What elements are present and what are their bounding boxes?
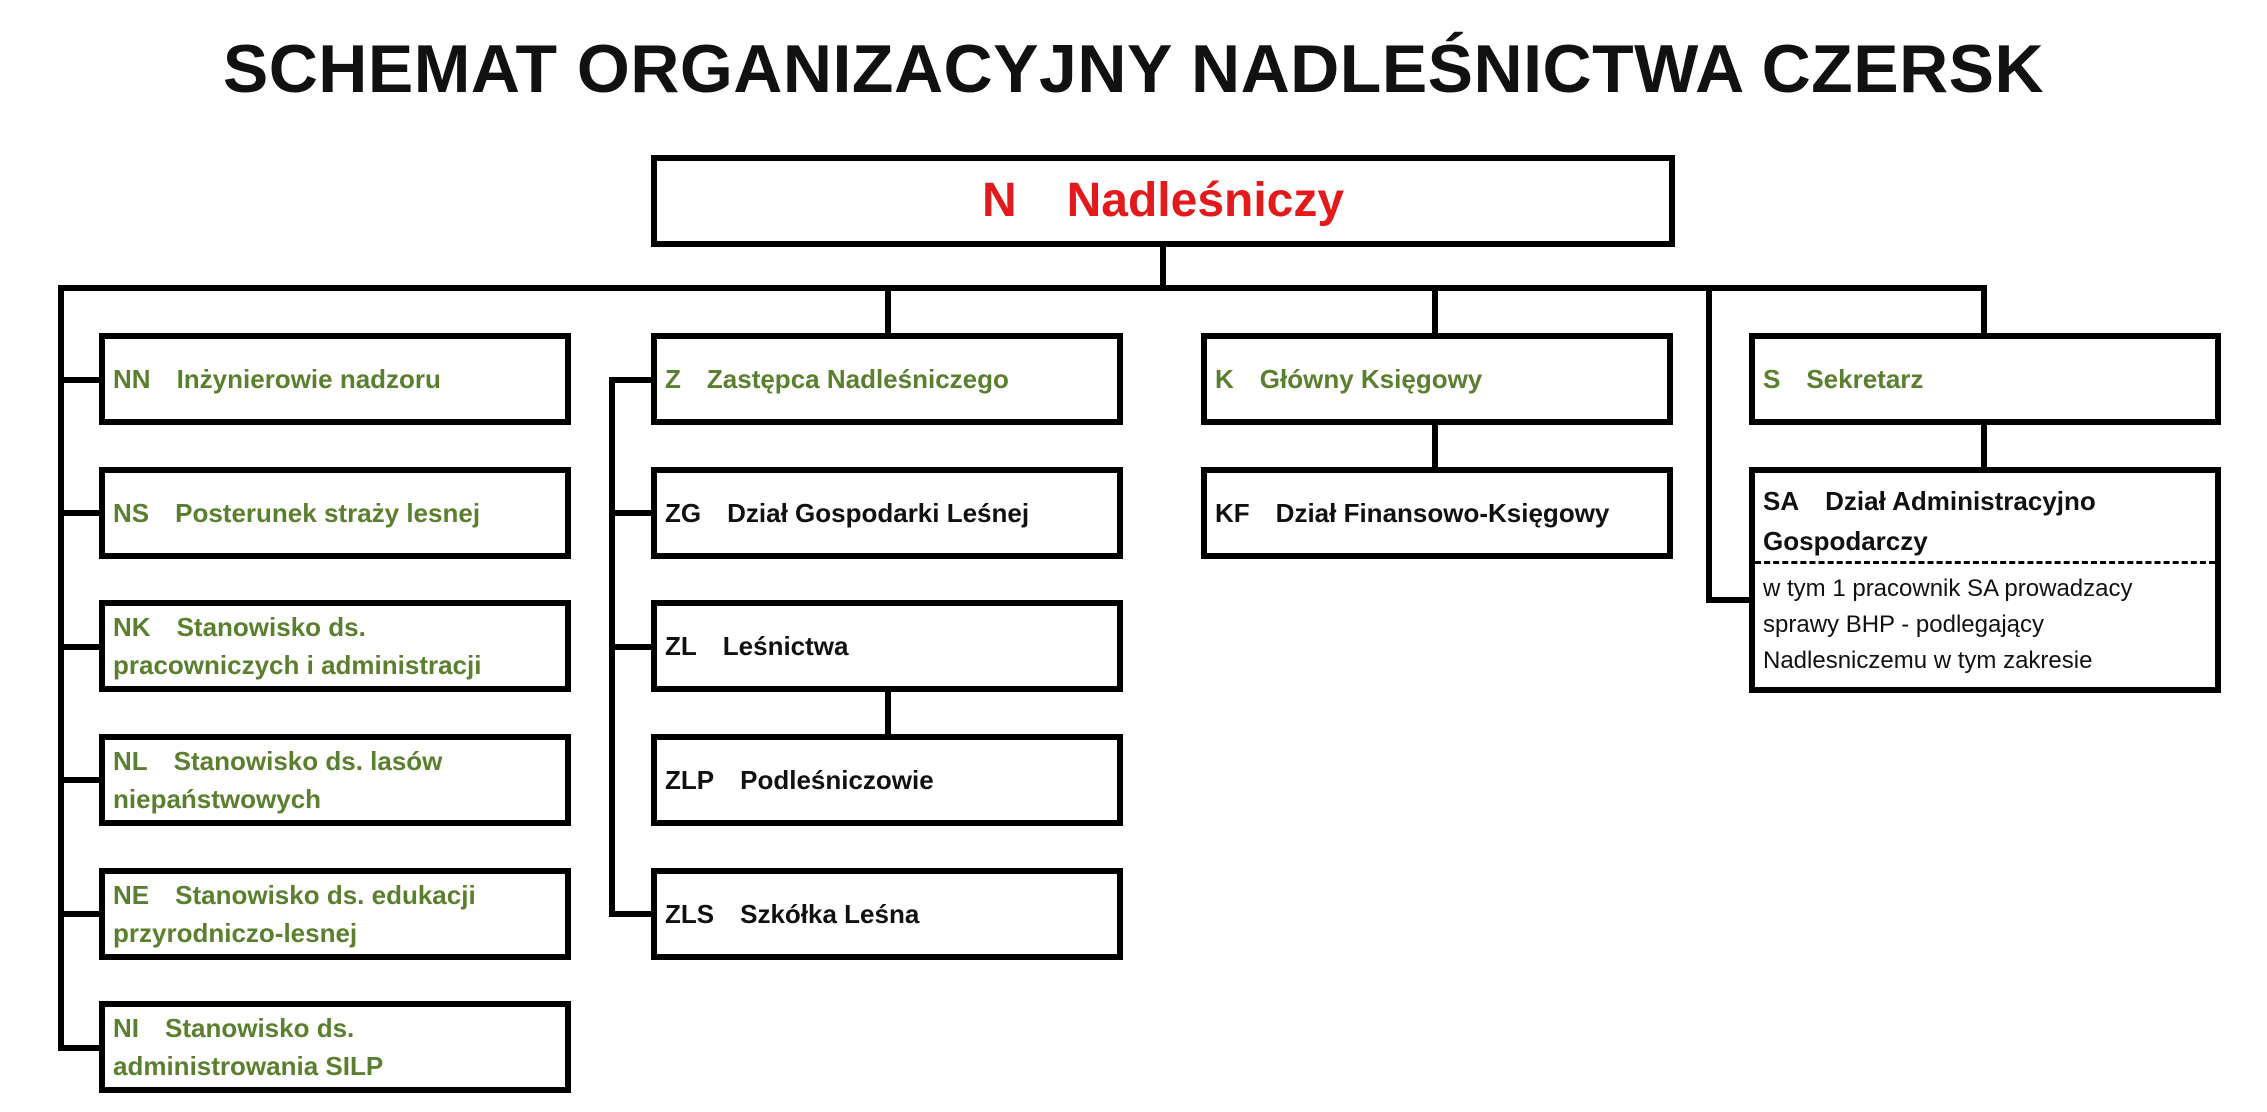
box-nn [99, 333, 571, 425]
box-ni [99, 1001, 571, 1093]
box-kf-label: Dział Finansowo-Księgowy [1275, 498, 1610, 528]
box-zlp [651, 734, 1123, 826]
box-k-label: Główny Księgowy [1259, 364, 1483, 394]
box-nn-label: Inżynierowie nadzoru [176, 364, 441, 394]
box-sa [1749, 467, 2221, 693]
box-ne-label: Stanowisko ds. edukacji przyrodniczo-lesnej [113, 880, 476, 948]
box-sa-label: Dział Administracyjno Gospodarczy [1763, 486, 2096, 556]
box-zl-label: Leśnictwa [722, 631, 849, 661]
box-s [1749, 333, 2221, 425]
box-ne-code: NE [113, 880, 150, 910]
box-nn-code: NN [113, 364, 151, 394]
box-nk [99, 600, 571, 692]
box-zg-code: ZG [665, 498, 702, 528]
chart-title: SCHEMAT ORGANIZACYJNY NADLEŚNICTWA CZERSK [222, 31, 2045, 107]
box-nl-code: NL [113, 746, 148, 776]
box-nk-label: Stanowisko ds. pracowniczych i administracji [113, 612, 482, 680]
box-ne [99, 868, 571, 960]
box-ns [99, 467, 571, 559]
box-z [651, 333, 1123, 425]
box-nl [99, 734, 571, 826]
box-s-code: S [1763, 364, 1781, 394]
box-zls-label: Szkółka Leśna [740, 899, 920, 929]
box-zl-code: ZL [665, 631, 697, 661]
box-sa-code: SA [1763, 486, 1800, 516]
box-ni-label: Stanowisko ds. administrowania SILP [113, 1013, 384, 1081]
box-s-label: Sekretarz [1806, 364, 1924, 394]
root-box-nadlesniczy [651, 155, 1675, 247]
box-ni-code: NI [113, 1013, 139, 1043]
box-z-label: Zastępca Nadleśniczego [706, 364, 1009, 394]
root-label: Nadleśniczy [1066, 174, 1345, 227]
box-nk-code: NK [113, 612, 151, 642]
box-k-code: K [1215, 364, 1234, 394]
root-code: N [981, 174, 1017, 227]
box-zg-label: Dział Gospodarki Leśnej [727, 498, 1030, 528]
box-zlp-code: ZLP [665, 765, 715, 795]
box-zg [651, 467, 1123, 559]
box-kf-code: KF [1215, 498, 1250, 528]
box-z-code: Z [665, 364, 681, 394]
box-kf [1201, 467, 1673, 559]
box-k [1201, 333, 1673, 425]
box-zl [651, 600, 1123, 692]
dashed-divider [1755, 561, 2215, 564]
box-zls [651, 868, 1123, 960]
box-zlp-label: Podleśniczowie [740, 765, 934, 795]
box-ns-label: Posterunek straży lesnej [175, 498, 481, 528]
box-zls-code: ZLS [665, 899, 715, 929]
box-sa-note: w tym 1 pracownik SA prowadzacy sprawy BHP - podlegający Nadlesniczemu w tym zakresie [1763, 575, 2133, 674]
box-nl-label: Stanowisko ds. lasów niepaństwowych [113, 746, 443, 814]
box-ns-code: NS [113, 498, 150, 528]
